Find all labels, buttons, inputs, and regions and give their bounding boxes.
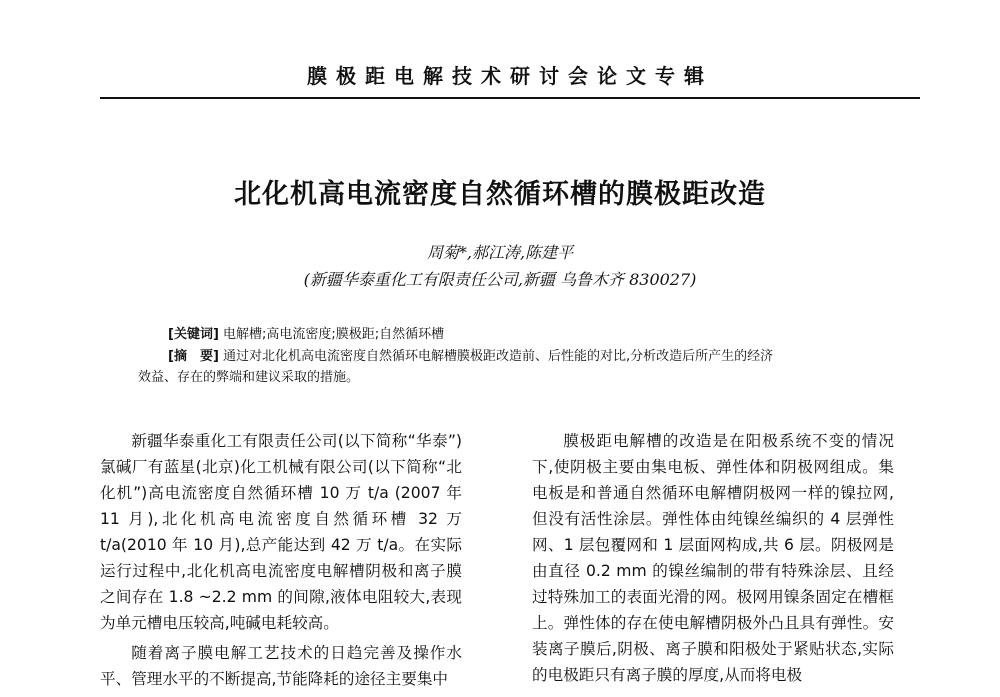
abstract-line-1 bbox=[138, 346, 908, 367]
abstract-label: [摘 要] bbox=[168, 349, 219, 364]
body-paragraph: 膜极距电解槽的改造是在阳极系统不变的情况下,使阴极主要由集电板、弹性体和阴极网组成。集电板是和普通自然循环电解槽阴极网一样的镍拉网,但没有活性涂层。弹性体由纯镍丝编织的 4 层弹性网、1 层包覆网和 1 层面网构成,共 6 层。阴极网是由直径 0.2 mm 的镍丝编制的带有特殊涂层、且经过特殊加工的表面光滑的网。极网用镍条固定在槽框上。弹性体的存在使电解槽阴极外凸且具有弹性。安装离子膜后,阴极、离子膜和阳极处于紧贴状态,实际的电极距只有离子膜的厚度,从而将电极 bbox=[532, 432, 894, 684]
header-rule bbox=[100, 97, 920, 99]
paper-title: 北化机高电流密度自然循环槽的膜极距改造 bbox=[234, 179, 766, 210]
journal-header: 膜极距电解技术研讨会论文专辑 bbox=[307, 64, 713, 88]
body-paragraph: 新疆华泰重化工有限责任公司(以下简称“华泰”)氯碱厂有蓝星(北京)化工机械有限公司(以下简称“北化机”)高电流密度自然循环槽 10 万 t/a (2007 年 11 月),北化机高电流密度自然循环槽 32 万 t/a(2010 年 10 月),总产能达到 42 万 t/a。在实际运行过程中,北化机高电流密度电解槽阴极和离子膜之间存在 1.8 ~2.2 mm 的间隙,液体电阻较大,表现为单元槽电压较高,吨碱电耗较高。 bbox=[100, 432, 462, 632]
abstract-text-1: 通过对北化机高电流密度自然循环电解槽膜极距改造前、后性能的对比,分析改造后所产生的经济 bbox=[223, 349, 774, 364]
keywords bbox=[168, 325, 888, 345]
affiliation: (新疆华泰重化工有限责任公司,新疆 乌鲁木齐 830027) bbox=[303, 270, 697, 289]
authors: 周菊*,郝江涛,陈建平 bbox=[426, 243, 574, 262]
abstract bbox=[138, 346, 908, 388]
body-column-right bbox=[532, 428, 894, 688]
body-paragraph: 随着离子膜电解工艺技术的日趋完善及操作水平、管理水平的不断提高,节能降耗的途径主要集中 bbox=[100, 644, 462, 688]
keywords-label: [关键词] bbox=[168, 327, 219, 342]
keywords-text: 电解槽;高电流密度;膜极距;自然循环槽 bbox=[223, 327, 445, 342]
body-column-left bbox=[100, 428, 462, 692]
abstract-line-2: 效益、存在的弊端和建议采取的措施。 bbox=[138, 370, 360, 385]
